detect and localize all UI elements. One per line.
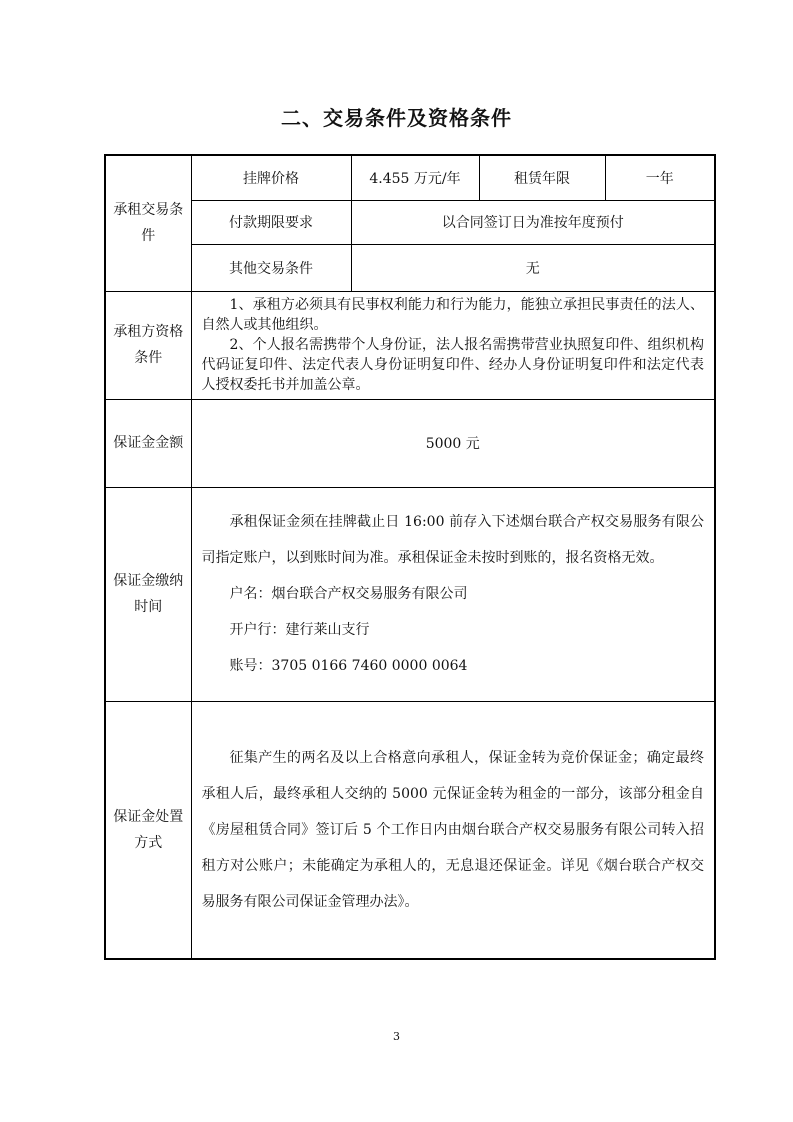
deposit-disposal-header: 保证金处置方式 xyxy=(105,701,191,959)
deposit-amount-value: 5000 元 xyxy=(191,399,715,487)
payment-term-label: 付款期限要求 xyxy=(191,200,351,244)
lease-term-label: 租赁年限 xyxy=(479,155,605,200)
bank-name: 开户行：建行莱山支行 xyxy=(229,622,370,638)
page-title: 二、交易条件及资格条件 xyxy=(281,106,512,130)
deposit-time-text xyxy=(191,487,715,701)
qualification-header: 承租方资格条件 xyxy=(105,291,191,399)
table-row xyxy=(105,487,715,701)
table-row xyxy=(105,399,715,487)
deposit-amount-header: 保证金金额 xyxy=(105,399,191,487)
table-row xyxy=(105,244,715,291)
trade-conditions-header: 承租交易条件 xyxy=(105,155,191,291)
page-number: 3 xyxy=(393,1030,400,1043)
qualification-text xyxy=(191,291,715,399)
lease-term-value: 一年 xyxy=(605,155,715,200)
qualification-item-1: 1、承租方必须具有民事权利能力和行为能力，能独立承担民事责任的法人、自然人或其他组织。 xyxy=(201,297,704,333)
table-row xyxy=(105,200,715,244)
account-name: 户名：烟台联合产权交易服务有限公司 xyxy=(229,586,468,602)
listing-price-value: 4.455 万元/年 xyxy=(351,155,479,200)
account-number: 账号：3705 0166 7460 0000 0064 xyxy=(229,658,468,674)
table-row xyxy=(105,291,715,399)
payment-term-value: 以合同签订日为准按年度预付 xyxy=(351,200,715,244)
deposit-disposal-text: 征集产生的两名及以上合格意向承租人，保证金转为竞价保证金；确定最终承租人后，最终承租人交纳的 5000 元保证金转为租金的一部分，该部分租金自《房屋租赁合同》签订后 5 个工作日内由烟台联合产权交易服务有限公司转入招租方对公账户；未能确定为承租人的，无息退还保证金。详见《烟台联合产权交易服务有限公司保证金管理办法》。 xyxy=(191,701,715,959)
other-conditions-label: 其他交易条件 xyxy=(191,244,351,291)
conditions-table xyxy=(104,154,716,960)
deposit-time-header: 保证金缴纳时间 xyxy=(105,487,191,701)
other-conditions-value: 无 xyxy=(351,244,715,291)
table-row xyxy=(105,701,715,959)
table-row xyxy=(105,155,715,200)
qualification-item-2: 2、个人报名需携带个人身份证，法人报名需携带营业执照复印件、组织机构代码证复印件、法定代表人身份证明复印件、经办人身份证明复印件和法定代表人授权委托书并加盖公章。 xyxy=(201,337,704,393)
listing-price-label: 挂牌价格 xyxy=(191,155,351,200)
deposit-time-paragraph: 承租保证金须在挂牌截止日 16:00 前存入下述烟台联合产权交易服务有限公司指定账户，以到账时间为准。承租保证金未按时到账的，报名资格无效。 xyxy=(201,514,704,566)
